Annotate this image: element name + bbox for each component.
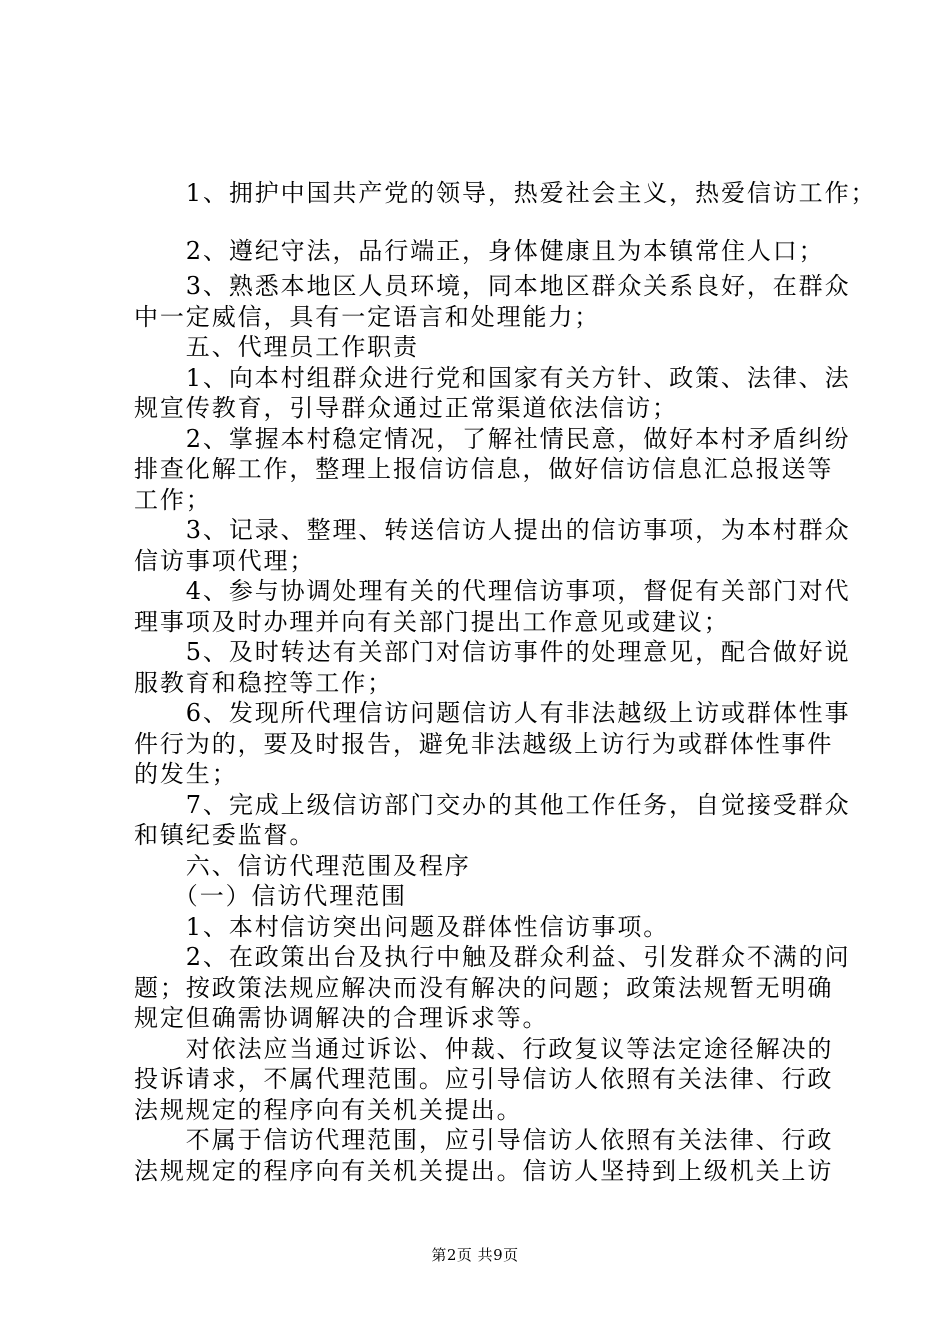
text-line: 4、参与协调处理有关的代理信访事项，督促有关部门对代 [134, 577, 851, 605]
text-line: 1、本村信访突出问题及群体性信访事项。 [134, 913, 670, 941]
text-line: 2、在政策出台及执行中触及群众利益、引发群众不满的问 [134, 943, 851, 971]
text-line: 信访事项代理； [134, 547, 316, 575]
text-line: 中一定威信，具有一定语言和处理能力； [134, 303, 601, 331]
page-number-footer: 第2页 共9页 [431, 1246, 519, 1264]
text-line: 法规规定的程序向有关机关提出。 [134, 1096, 523, 1124]
text-line: 工作； [134, 486, 212, 514]
section-heading: 六、信访代理范围及程序 [134, 852, 471, 880]
text-line: 规宣传教育，引导群众通过正常渠道依法信访； [134, 394, 678, 422]
text-line: 2、掌握本村稳定情况，了解社情民意，做好本村矛盾纠纷 [134, 425, 851, 453]
text-line: 服教育和稳控等工作； [134, 669, 393, 697]
text-line: 和镇纪委监督。 [134, 821, 316, 849]
text-line: 1、向本村组群众进行党和国家有关方针、政策、法律、法 [134, 364, 851, 392]
text-line: 3、记录、整理、转送信访人提出的信访事项，为本村群众 [134, 516, 851, 544]
section-heading: 五、代理员工作职责 [134, 333, 419, 361]
text-line: 7、完成上级信访部门交办的其他工作任务，自觉接受群众 [134, 791, 851, 819]
subsection-heading: （一）信访代理范围 [134, 882, 407, 910]
text-line: 法规规定的程序向有关机关提出。信访人坚持到上级机关上访 [134, 1157, 834, 1185]
text-line: 排查化解工作，整理上报信访信息，做好信访信息汇总报送等 [134, 455, 834, 483]
text-line: 2、遵纪守法，品行端正，身体健康且为本镇常住人口； [134, 237, 825, 265]
text-line: 6、发现所代理信访问题信访人有非法越级上访或群体性事 [134, 699, 851, 727]
text-line: 对依法应当通过诉讼、仲裁、行政复议等法定途径解决的 [134, 1035, 834, 1063]
text-line: 题；按政策法规应解决而没有解决的问题；政策法规暂无明确 [134, 974, 834, 1002]
text-line: 投诉请求，不属代理范围。应引导信访人依照有关法律、行政 [134, 1065, 834, 1093]
text-line: 3、熟悉本地区人员环境，同本地区群众关系良好，在群众 [134, 272, 851, 300]
text-line: 不属于信访代理范围，应引导信访人依照有关法律、行政 [134, 1126, 834, 1154]
text-line: 5、及时转达有关部门对信访事件的处理意见，配合做好说 [134, 638, 851, 666]
text-line: 理事项及时办理并向有关部门提出工作意见或建议； [134, 608, 730, 636]
text-line: 1、拥护中国共产党的领导，热爱社会主义，热爱信访工作； [134, 179, 877, 207]
text-line: 件行为的，要及时报告，避免非法越级上访行为或群体性事件 [134, 730, 834, 758]
text-line: 规定但确需协调解决的合理诉求等。 [134, 1004, 549, 1032]
text-line: 的发生； [134, 760, 238, 788]
